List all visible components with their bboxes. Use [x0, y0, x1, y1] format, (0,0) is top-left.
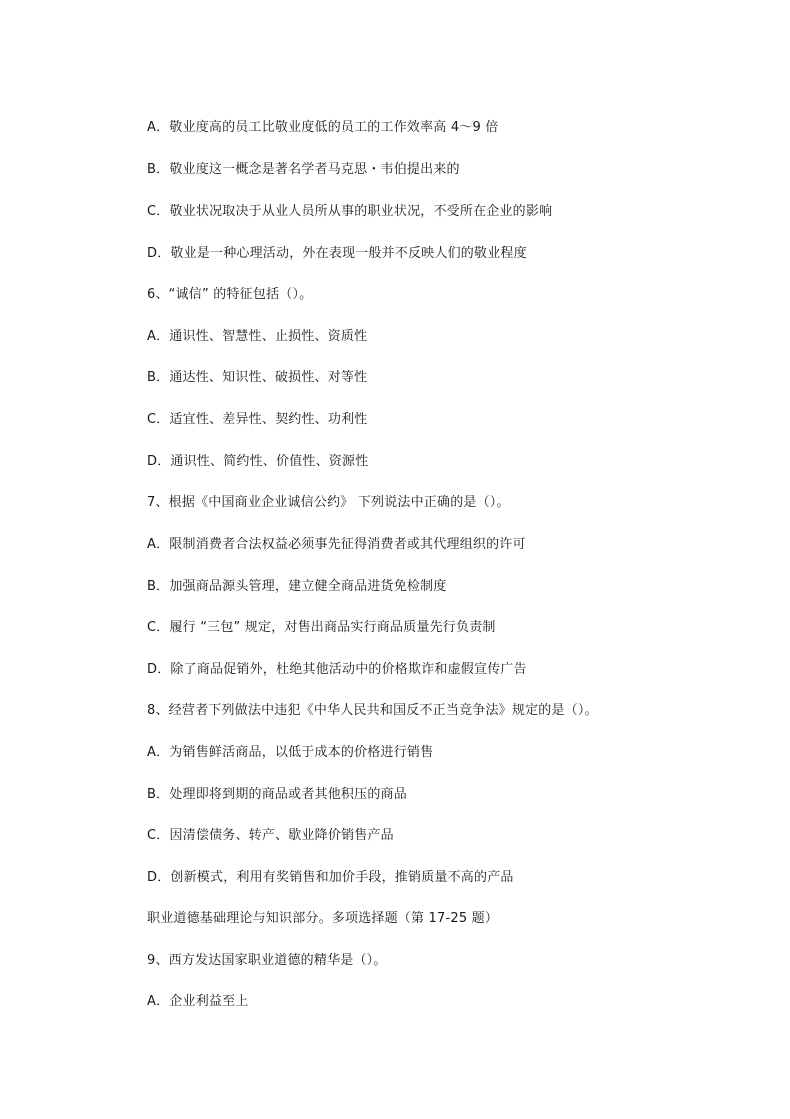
option-c: C．敬业状况取决于从业人员所从事的职业状况，不受所在企业的影响	[147, 204, 553, 219]
option-a: A．限制消费者合法权益必须事先征得消费者或其代理组织的许可	[147, 537, 526, 552]
option-c: C．因清偿债务、转产、歇业降价销售产品	[147, 828, 394, 843]
option-a: A．为销售鲜活商品，以低于成本的价格进行销售	[147, 745, 434, 760]
question-7: 7、根据《中国商业企业诚信公约》 下列说法中正确的是（）。	[147, 495, 510, 510]
option-d: D．除了商品促销外，杜绝其他活动中的价格欺诈和虚假宣传广告	[147, 662, 527, 677]
option-c: C．适宜性、差异性、契约性、功利性	[147, 412, 368, 427]
question-9: 9、西方发达国家职业道德的精华是（）。	[147, 953, 387, 968]
option-d: D．敬业是一种心理活动，外在表现一般并不反映人们的敬业程度	[147, 246, 527, 261]
option-d: D．创新模式，利用有奖销售和加价手段，推销质量不高的产品	[147, 870, 514, 885]
option-c: C．履行 “三包” 规定，对售出商品实行商品质量先行负责制	[147, 620, 496, 635]
option-b: B．加强商品源头管理，建立健全商品进货免检制度	[147, 579, 447, 594]
option-b: B．敬业度这一概念是著名学者马克思・韦伯提出来的	[147, 162, 460, 177]
question-8: 8、经营者下列做法中违犯《中华人民共和国反不正当竞争法》规定的是（）。	[147, 703, 598, 718]
option-a: A．敬业度高的员工比敬业度低的员工的工作效率高 4～9 倍	[147, 120, 499, 135]
option-b: B．通达性、知识性、破损性、对等性	[147, 370, 368, 385]
option-b: B．处理即将到期的商品或者其他积压的商品	[147, 787, 407, 802]
option-d: D．通识性、简约性、价值性、资源性	[147, 454, 369, 469]
section-heading: 职业道德基础理论与知识部分。多项选择题（第 17-25 题）	[147, 911, 499, 926]
option-a: A．通识性、智慧性、止损性、资质性	[147, 329, 368, 344]
option-a: A．企业利益至上	[147, 994, 249, 1009]
question-6: 6、“诚信” 的特征包括（）。	[147, 287, 313, 302]
